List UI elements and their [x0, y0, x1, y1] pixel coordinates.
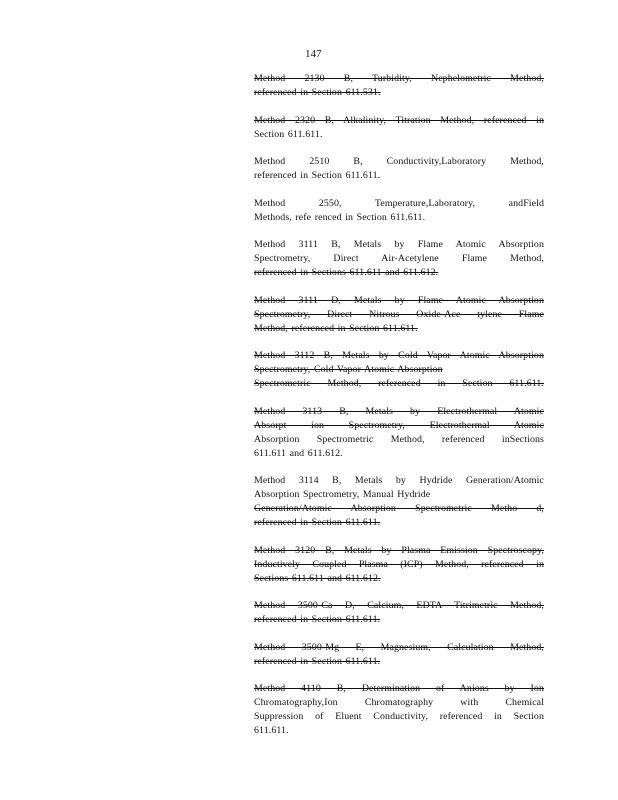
method-paragraph: [254, 114, 544, 142]
struck-text-line: referenced in Section 611.611.: [254, 655, 381, 667]
struck-text-line: Method 3500-Mg E, Magnesium, Calculation Method,: [254, 641, 544, 653]
text-line: Method 3114 B, Metals by Hydride Generation/Atomic: [254, 475, 544, 486]
struck-text-line: Absorpt ion Spectrometry, Electrothermal Atomic: [254, 419, 544, 431]
struck-text-line: Method 3113 B, Metals by Electrothermal Atomic: [254, 405, 544, 417]
text-line: Method 3111 B, Metals by Flame Atomic Absorption: [254, 239, 544, 250]
text-line: Section 611.611.: [254, 128, 323, 140]
struck-text-line: Method 2130 B, Turbidity, Nephelometric Method,: [254, 73, 544, 84]
text-line: Absorption Spectrometry, Manual Hydride: [254, 489, 431, 500]
text-line: 611.611.: [254, 725, 289, 736]
struck-text-line: Generation/Atomic Absorption Spectrometric Metho d,: [254, 503, 544, 514]
struck-text-line: referenced in Sections 611.611 and 611.612.: [254, 267, 439, 278]
method-paragraph: [254, 197, 544, 225]
struck-text-line: referenced in Section 611.611.: [254, 614, 381, 625]
text-line: Methods, refe renced in Section 611.611.: [254, 211, 426, 223]
method-paragraph: [254, 474, 544, 530]
method-paragraph: [254, 349, 544, 391]
struck-text-line: Sections 611.611 and 611.612.: [254, 572, 381, 584]
struck-text-line: Spectrometric Method, referenced in Section 611.611.: [254, 378, 544, 389]
struck-text-line: Inductively Coupled Plasma (ICP) Method, referenced in: [254, 558, 544, 570]
method-paragraph: [254, 238, 544, 280]
struck-text-line: Method 3500-Ca D, Calcium, EDTA Titrimetric Method,: [254, 600, 544, 611]
struck-text-line: Spectrometry, Cold Vapor Atomic Absorption: [254, 364, 443, 375]
method-paragraph: [254, 405, 544, 461]
struck-text-line: Method 4110 B, Determination of Anions by Ion: [254, 683, 544, 694]
struck-text-line: Method 3120 B, Metals by Plasma Emission Spectroscopy,: [254, 544, 544, 556]
text-line: Absorption Spectrometric Method, referenced inSections: [254, 433, 544, 445]
struck-text-line: Method 3112 B, Metals by Cold Vapor Atomic Absorption: [254, 350, 544, 361]
text-line: referenced in Section 611.611.: [254, 170, 381, 181]
method-paragraph: [254, 72, 544, 100]
text-line: Spectrometry, Direct Air-Acetylene Flame Method,: [254, 253, 544, 264]
text-line: Method 2550, Temperature,Laboratory, andField: [254, 197, 544, 209]
struck-text-line: Spectrometry, Direct Nitrous Oxide-Ace tylene Flame: [254, 308, 544, 320]
text-line: Suppression of Eluent Conductivity, referenced in Section: [254, 711, 544, 722]
text-line: Method 2510 B, Conductivity,Laboratory Method,: [254, 156, 544, 167]
struck-text-line: referenced in Section 611.531.: [254, 87, 381, 98]
struck-text-line: Method, referenced in Section 611.611.: [254, 322, 418, 334]
method-paragraph: [254, 599, 544, 627]
struck-text-line: Method 3111 D, Metals by Flame Atomic Absorption: [254, 294, 544, 306]
method-paragraph: [254, 294, 544, 336]
text-line: Chromatography,Ion Chromatography with Chemical: [254, 697, 544, 708]
text-line: 611.611 and 611.612.: [254, 447, 343, 459]
struck-text-line: Method 2320 B, Alkalinity, Titration Method, referenced in: [254, 114, 544, 126]
page-number: 147: [305, 48, 322, 60]
method-paragraph: [254, 641, 544, 669]
document-body: [254, 72, 544, 752]
method-paragraph: [254, 544, 544, 586]
struck-text-line: referenced in Section 611.611.: [254, 517, 381, 528]
method-paragraph: [254, 682, 544, 738]
method-paragraph: [254, 155, 544, 183]
